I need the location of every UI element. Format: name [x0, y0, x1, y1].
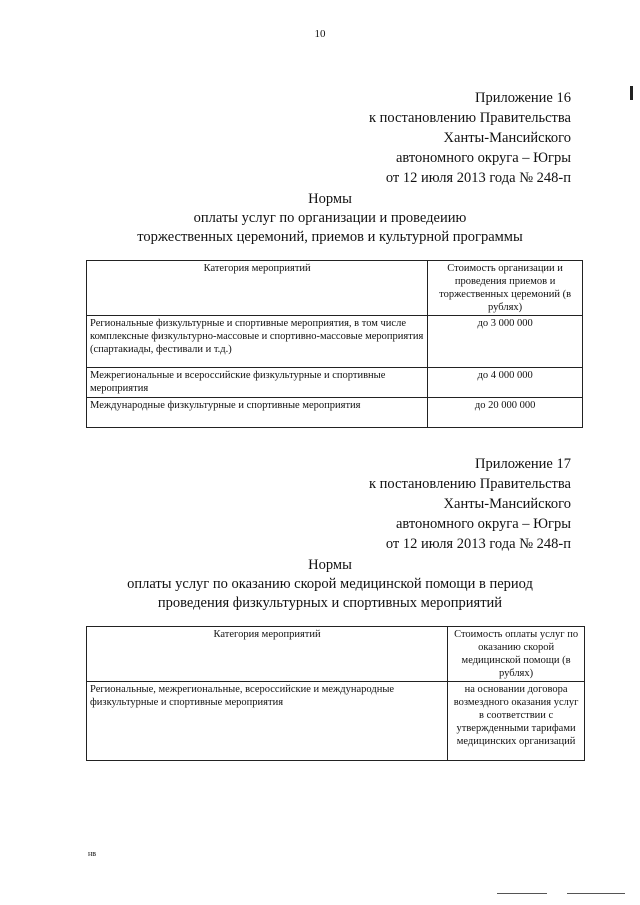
norms-title: Нормы [308, 191, 352, 207]
appendix-line: автономного округа – Югры [395, 150, 571, 166]
norms-table-17 [86, 626, 585, 761]
header-cost: Стоимость организации и проведения приемов и торжественных церемоний (в рублях) [428, 261, 583, 316]
table-row [87, 316, 583, 368]
appendix-line: к постановлению Правительства [369, 476, 571, 492]
row-cost: до 20 000 000 [428, 398, 583, 428]
table-row [87, 398, 583, 428]
table-row [87, 682, 585, 761]
appendix-title: Приложение 16 [475, 90, 571, 106]
row-cost: до 4 000 000 [428, 368, 583, 398]
norms-heading-17 [0, 556, 640, 613]
appendix-line: Ханты-Мансийского [443, 130, 571, 146]
header-category: Категория мероприятий [87, 261, 428, 316]
appendix-title: Приложение 17 [475, 456, 571, 472]
norms-subtitle: оплаты услуг по организации и проведеиию [193, 210, 467, 226]
table-header-row [87, 261, 583, 316]
header-cost: Стоимость оплаты услуг по оказанию скорой медицинской помощи (в рублях) [448, 627, 585, 682]
page-number: 10 [314, 28, 326, 40]
norms-subtitle: проведения физкультурных и спортивных мероприятий [157, 595, 503, 611]
appendix-line: от 12 июля 2013 года № 248-п [385, 536, 571, 552]
table-header-row [87, 627, 585, 682]
footer-rule [497, 893, 547, 894]
header-category: Категория мероприятий [87, 627, 448, 682]
norms-subtitle: торжественных церемоний, приемов и культурной программы [137, 229, 523, 245]
norms-table-16 [86, 260, 583, 428]
norms-title: Нормы [308, 557, 352, 573]
appendix-line: автономного округа – Югры [395, 516, 571, 532]
appendix-line: от 12 июля 2013 года № 248-п [385, 170, 571, 186]
appendix-line: Ханты-Мансийского [443, 496, 571, 512]
appendix-17-header [369, 454, 571, 554]
row-category: Межрегиональные и всероссийские физкультурные и спортивные мероприятия [87, 368, 428, 398]
row-cost: на основании договора возмездного оказания услуг в соответствии с утвержденными тарифами медицинских организаций [448, 682, 585, 761]
norms-heading-16 [0, 190, 640, 247]
row-category: Международные физкультурные и спортивные мероприятия [87, 398, 428, 428]
row-category: Региональные, межрегиональные, всероссийские и международные физкультурные и спортивные мероприятия [87, 682, 448, 761]
footer-rule [567, 893, 625, 894]
scan-edge-mark [630, 86, 633, 100]
table-row [87, 368, 583, 398]
row-category: Региональные физкультурные и спортивные мероприятия, в том числе комплексные физкультурно-массовые и спортивно-массовые мероприятия (спартакиады, фестивали и т.д.) [87, 316, 428, 368]
appendix-16-header [369, 88, 571, 188]
appendix-line: к постановлению Правительства [369, 110, 571, 126]
norms-subtitle: оплаты услуг по оказанию скорой медицинской помощи в период [127, 576, 533, 592]
row-cost: до 3 000 000 [428, 316, 583, 368]
footer-mark: нв [88, 849, 97, 858]
